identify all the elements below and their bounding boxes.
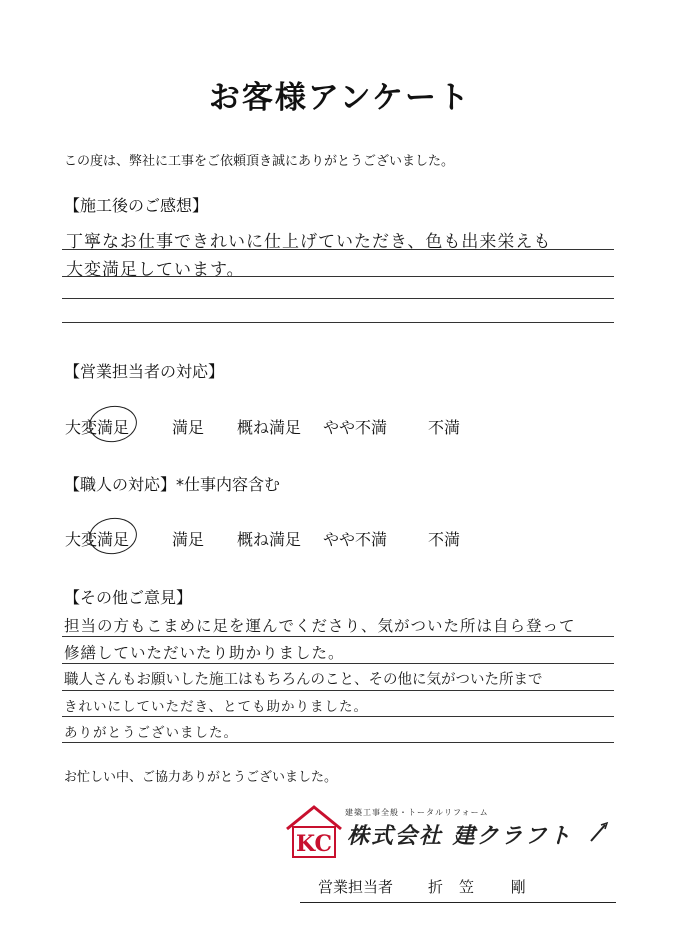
thanks-text: お忙しい中、ご協力ありがとうございました。 (64, 770, 338, 785)
impressions-line: 大変満足しています。 (66, 260, 245, 280)
answer-line (62, 663, 614, 664)
other-line: 修繕していただいたり助かりました。 (64, 644, 345, 662)
sales-rep-label: 営業担当者 (318, 878, 394, 896)
craftsmen-option-mostly-satisfied[interactable]: 概ね満足 (237, 530, 302, 549)
company-logo (283, 803, 613, 861)
other-heading: 【その他ご意見】 (64, 588, 193, 607)
sales-heading: 【営業担当者の対応】 (64, 362, 225, 381)
craftsmen-option-very-satisfied[interactable]: 大変満足 (65, 530, 130, 549)
other-line: ありがとうございました。 (64, 725, 238, 741)
pen-mark-icon (589, 821, 609, 845)
impressions-line: 丁寧なお仕事できれいに仕上げていただき、色も出来栄えも (66, 232, 552, 252)
other-line: 担当の方もこまめに足を運んでくださり、気がついた所は自ら登って (64, 617, 576, 635)
sales-option-dissatisfied[interactable]: 不満 (428, 418, 461, 437)
answer-line (62, 322, 614, 323)
craftsmen-option-dissatisfied[interactable]: 不満 (428, 530, 461, 549)
intro-text: この度は、弊社に工事をご依頼頂き誠にありがとうございました。 (64, 154, 455, 169)
logo-tagline: 建築工事全般・トータルリフォーム (345, 808, 489, 817)
sales-option-somewhat-dissatisfied[interactable]: やや不満 (323, 418, 388, 437)
answer-line (62, 742, 614, 743)
answer-line (62, 636, 614, 637)
page-title: お客様アンケート (208, 80, 472, 116)
answer-line (62, 276, 614, 277)
answer-line (62, 249, 614, 250)
answer-line (62, 716, 614, 717)
other-line: きれいにしていただき、とても助かりました。 (64, 699, 368, 715)
other-line: 職人さんもお願いした施工はもちろんのこと、その他に気がついた所まで (64, 672, 543, 688)
answer-line (62, 690, 614, 691)
sales-option-very-satisfied[interactable]: 大変満足 (65, 418, 130, 437)
signature-line (300, 902, 616, 903)
impressions-heading: 【施工後のご感想】 (64, 196, 209, 215)
sales-rep-name: 折笠 剛 (428, 878, 542, 896)
answer-line (62, 298, 614, 299)
sales-option-satisfied[interactable]: 満足 (172, 418, 205, 437)
house-logo-icon (283, 803, 345, 861)
craftsmen-option-somewhat-dissatisfied[interactable]: やや不満 (323, 530, 388, 549)
logo-mark: KC (295, 831, 333, 857)
craftsmen-heading: 【職人の対応】*仕事内容含む (64, 475, 281, 494)
sales-option-mostly-satisfied[interactable]: 概ね満足 (237, 418, 302, 437)
craftsmen-option-satisfied[interactable]: 満足 (172, 530, 205, 549)
company-name: 株式会社 建クラフト (347, 824, 573, 849)
